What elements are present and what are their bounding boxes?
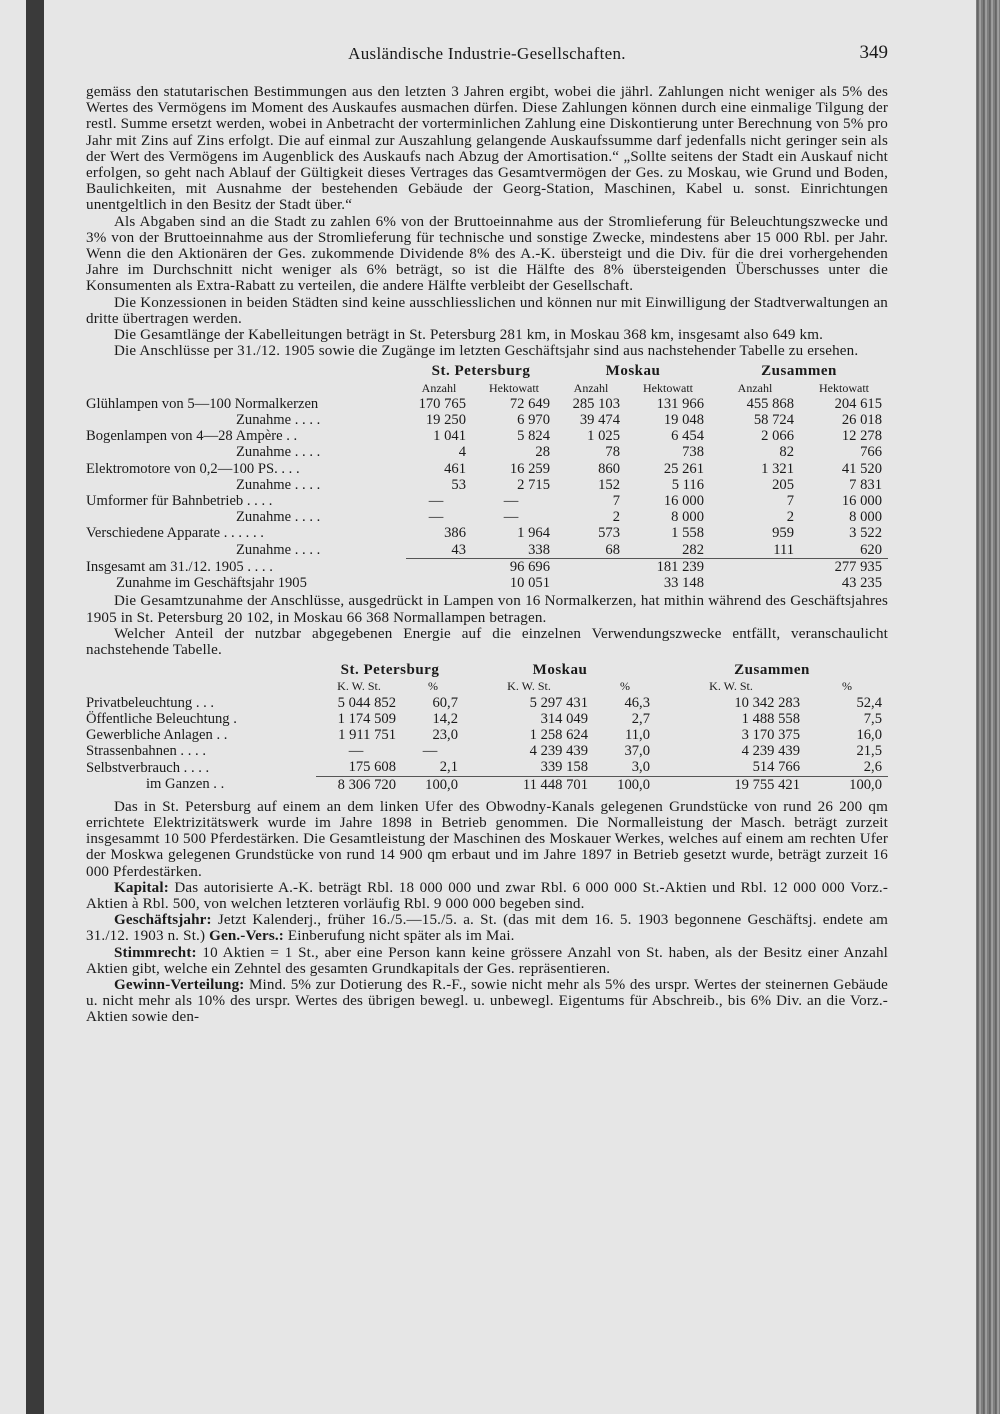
table-cell: 96 696 <box>406 558 556 575</box>
table-cell: 41 520 <box>841 460 882 477</box>
row-label: Verschiedene Apparate . . . . . . <box>86 525 264 542</box>
paragraph: Die Gesamtlänge der Kabelleitungen beträgt in St. Petersburg 281 km, in Moskau 368 km, insgesamt also 649 km. <box>114 327 824 344</box>
table-cell: 11 448 701 <box>464 776 594 793</box>
column-header: Anzahl <box>421 380 457 395</box>
table-cell: 16 259 <box>509 460 550 477</box>
table-cell: 204 615 <box>834 395 882 412</box>
section-lead: Gen.-Vers.: <box>205 928 284 945</box>
table-cell: 6 454 <box>671 428 704 445</box>
table-cell: 2,6 <box>863 759 882 776</box>
table-cell: 3 170 375 <box>741 726 800 743</box>
table-cell: 461 <box>444 460 466 477</box>
row-label: Strassenbahnen . . . . <box>86 743 206 760</box>
table-cell: 33 148 <box>663 575 704 592</box>
table-cell: 19 250 <box>425 412 466 429</box>
column-group-zusammen: Zusammen <box>734 662 810 679</box>
table-cell: 314 049 <box>540 710 588 727</box>
section-lead: Geschäftsjahr: <box>114 912 212 929</box>
row-label: Zunahme . . . . <box>236 476 321 493</box>
section-lead: Stimmrecht: <box>114 944 197 961</box>
table-cell: 277 935 <box>710 558 888 575</box>
table-cell: 21,5 <box>856 743 882 760</box>
table-cell: 19 755 421 <box>656 776 806 793</box>
table-header-row <box>86 662 888 678</box>
table-cell: 181 239 <box>556 558 710 575</box>
column-group-zusammen: Zusammen <box>761 363 837 380</box>
row-label: Zunahme . . . . <box>236 509 321 526</box>
table-cell: 19 048 <box>663 412 704 429</box>
table-cell: 170 765 <box>418 395 466 412</box>
table-row <box>86 759 888 776</box>
row-label: Elektromotore von 0,2—100 PS. . . . <box>86 460 300 477</box>
table-cell: 58 724 <box>753 412 794 429</box>
column-group-moskau: Moskau <box>605 363 661 380</box>
company-details-section <box>86 799 888 1026</box>
table-cell: 72 649 <box>509 395 550 412</box>
table-cell: 1 911 751 <box>338 726 396 743</box>
paragraph <box>86 977 888 1026</box>
section-text: Jetzt Kalenderj., früher 16./5.—15./5. a. St. (das mit dem 16. 5. 1903 begonnene Geschäftsj. endete am 31./12. 1903 n. St.) <box>86 912 888 945</box>
page-edge-shadow <box>976 0 1000 1414</box>
paragraph: Welcher Anteil der nutzbar abgegebenen Energie auf die einzelnen Verwendungszwecke entfällt, veranschaulicht nachstehende Tabelle. <box>86 625 888 658</box>
table-cell: 514 766 <box>752 759 800 776</box>
table-row <box>86 525 888 541</box>
intro-section <box>86 84 888 359</box>
table-cell: 7 <box>612 493 620 510</box>
row-label: Selbstverbrauch . . . . <box>86 759 210 776</box>
table-cell: 53 <box>451 476 466 493</box>
row-label: Öffentliche Beleuchtung . <box>86 710 237 727</box>
table-cell: 175 608 <box>348 759 396 776</box>
table-cell: 1 025 <box>587 428 620 445</box>
table-cell: 28 <box>535 444 550 461</box>
table-cell: 8 000 <box>671 509 704 526</box>
table-header-row <box>86 363 888 379</box>
row-label: Zunahme . . . . <box>236 541 321 558</box>
table-cell: 43 <box>451 541 466 558</box>
paragraph: Die Anschlüsse per 31./12. 1905 sowie die Zugänge im letzten Geschäftsjahr sind aus nachstehender Tabelle zu ersehen. <box>114 343 859 360</box>
table-row <box>86 743 888 759</box>
row-label: Insgesamt am 31./12. 1905 . . . . <box>86 558 273 575</box>
table-cell: 573 <box>598 525 620 542</box>
table-cell: 8 306 720 <box>316 776 402 793</box>
table-cell: 2 <box>786 509 794 526</box>
row-label: Gewerbliche Anlagen . . <box>86 726 228 743</box>
middle-section <box>86 593 888 658</box>
paragraph: Als Abgaben sind an die Stadt zu zahlen 6% von der Bruttoeinnahme aus der Stromlieferung für Beleuchtungszwecke und 3% von der Bruttoeinnahme aus der Stromlieferung für technische und sonstige Zwecke, mindestens aber 15 000 Rbl. per Jahr. Wenn die den Aktionären der Ges. zukommende Dividende 8% des A.-K. übersteigt und die Div. für die drei vorhergehenden Jahre im Durchschnitt nicht weniger als 6% beträgt, so ist die Hälfte des 8% übersteigenden Überschusses unter die Konsumenten als Extra-Rabatt zu verteilen, die andere Hälfte verbleibt der Gesellschaft. <box>86 213 888 295</box>
table-cell: 25 261 <box>663 460 704 477</box>
section-text: Einberufung nicht später als im Mai. <box>283 928 515 945</box>
column-header: Hektowatt <box>643 380 693 395</box>
table-subheader-row <box>86 678 888 694</box>
table-cell: 14,2 <box>432 710 458 727</box>
column-header: K. W. St. <box>709 679 753 694</box>
paragraph <box>86 880 888 912</box>
total-row <box>86 776 888 793</box>
column-header: K. W. St. <box>337 679 381 694</box>
table-cell: 766 <box>860 444 882 461</box>
table-cell: 26 018 <box>841 412 882 429</box>
section-text: Mind. 5% zur Dotierung des R.-F., sowie nicht mehr als 5% des urspr. Wertes der steinernen Gebäude u. nicht mehr als 10% des urspr. Wertes des übrigen bewegl. u. unbewegl. Eigentums für Abschreib., bis 6% Div. an die Vorz.-Aktien sowie den- <box>86 976 888 1026</box>
table-row <box>86 727 888 743</box>
running-title: Ausländische Industrie-Gesellschaften. <box>348 44 626 63</box>
table-cell: 285 103 <box>572 395 620 412</box>
table-cell: 10 342 283 <box>734 694 800 711</box>
table-cell: 2 066 <box>761 428 794 445</box>
table-cell: 5 044 852 <box>337 694 396 711</box>
running-header <box>86 40 888 70</box>
table-cell: 23,0 <box>432 726 458 743</box>
row-label: Privatbeleuchtung . . . <box>86 694 215 711</box>
table-row <box>86 695 888 711</box>
table-cell: 60,7 <box>432 694 458 711</box>
table-cell: 131 966 <box>656 395 704 412</box>
table-cell: 738 <box>682 444 704 461</box>
table-row <box>86 509 888 525</box>
table-body <box>86 396 888 591</box>
paragraph: gemäss den statutarischen Bestimmungen aus den letzten 3 Jahren ergibt, wobei die jährl. Zahlungen nicht weniger als 5% des Wertes des Vermögens im Moment des Auskaufes ausmachen dürfen. Diese Zahlungen können durch eine einmalige Tilgung der restl. Summe ersetzt werden, wobei in Anbetracht der vorterminlichen Zahlung eine Diskontierung unter Berechnung von 5% pro Jahr mit Zins auf Zins erfolgt. Die auf einmal zur Auszahlung gelangende Auskaufssumme darf jedenfalls nicht geringer sein als der Wert des Vermögens im Augenblick des Auskaufs nach Abzug der Amortisation.“ „Sollte seitens der Stadt ein Auskauf nicht erfolgen, so geht nach Ablauf der Gültigkeit dieses Vertrages das Gesamtvermögen der Ges. zu Moskau, wie Grund und Boden, Baulichkeiten, mit Ausnahme der bestehenden Gebäude der Georg-Station, Maschinen, Kabel u. sonst. Einrichtungen unentgeltlich in den Besitz der Stadt über.“ <box>86 84 888 214</box>
row-label: Bogenlampen von 4—28 Ampère . . <box>86 428 298 445</box>
table-cell: 2,1 <box>439 759 458 776</box>
table-cell: 338 <box>528 541 550 558</box>
table-cell: 11,0 <box>625 726 650 743</box>
table-cell: 4 239 439 <box>741 743 800 760</box>
table-cell: 12 278 <box>841 428 882 445</box>
section-text: Das in St. Petersburg auf einem an dem linken Ufer des Obwodny-Kanals gelegenen Grundstücke von rund 26 200 qm errichtete Elektrizitätswerk wurde im Jahre 1898 in Betrieb genommen. Die Normalleistung der Masch. beträgt zurzeit insgesammt 10 500 Pferdestärken. Die Gesamtleistung der Maschinen des Moskauer Werkes, welches auf einem am rechten Ufer der Moskwa gelegenen Grundstücke von rund 14 900 qm erbaut und im Jahre 1897 in Betrieb gesetzt wurde, beträgt zurzeit 16 000 Pferdestärken. <box>86 798 888 880</box>
column-header: % <box>428 679 438 694</box>
table-cell: — <box>428 493 444 510</box>
table-cell: 100,0 <box>806 776 888 793</box>
paragraph <box>86 945 888 977</box>
table-cell: 7 831 <box>849 476 882 493</box>
table-cell: 620 <box>860 541 882 558</box>
table-cell: 2,7 <box>631 710 650 727</box>
table-cell: 5 116 <box>671 476 704 493</box>
page-binding-shadow <box>26 0 44 1414</box>
column-header: Anzahl <box>573 380 609 395</box>
table-cell: 959 <box>772 525 794 542</box>
column-header: Hektowatt <box>819 380 869 395</box>
total-row <box>86 575 888 591</box>
table-cell: — <box>428 509 444 526</box>
table-cell: 82 <box>779 444 794 461</box>
paragraph <box>86 912 888 944</box>
table-cell: 860 <box>598 460 620 477</box>
table-cell: 4 <box>458 444 466 461</box>
table-cell: 3,0 <box>631 759 650 776</box>
page-number: 349 <box>859 42 888 63</box>
column-group-st-petersburg: St. Petersburg <box>340 662 440 679</box>
table-cell: — <box>348 743 364 760</box>
table-body <box>86 695 888 793</box>
paragraph: Die Gesamtzunahme der Anschlüsse, ausgedrückt in Lampen von 16 Normalkerzen, hat mithin während des Geschäftsjahres 1905 in St. Petersburg 20 102, in Moskau 66 368 Normallampen betragen. <box>86 593 888 626</box>
table-cell: — <box>503 509 519 526</box>
table-row <box>86 542 888 559</box>
section-text: 10 Aktien = 1 St., aber eine Person kann keine grössere Anzahl von St. haben, als der Besitz einer Anzahl Aktien gibt, welche ein Zehntel des gesamten Grundkapitals der Ges. repräsentieren. <box>86 944 888 977</box>
row-label: Zunahme . . . . <box>236 444 321 461</box>
row-label: Zunahme im Geschäftsjahr 1905 <box>116 575 307 592</box>
table-cell: 1 041 <box>433 428 466 445</box>
table-cell: 39 474 <box>579 412 620 429</box>
column-group-moskau: Moskau <box>532 662 588 679</box>
column-header: % <box>620 679 630 694</box>
table-cell: 100,0 <box>594 776 656 793</box>
table-cell: 1 488 558 <box>741 710 800 727</box>
document-page <box>86 40 888 1026</box>
table-cell: 5 824 <box>517 428 550 445</box>
table-cell: 16,0 <box>856 726 882 743</box>
table-cell: 100,0 <box>402 776 464 793</box>
table-cell: 8 000 <box>849 509 882 526</box>
table-cell: 16 000 <box>663 493 704 510</box>
paragraph <box>86 799 888 880</box>
table-cell: 7 <box>786 493 794 510</box>
section-lead: Gewinn-Verteilung: <box>114 976 245 993</box>
table-cell: 16 000 <box>841 493 882 510</box>
table-row <box>86 412 888 428</box>
table-row <box>86 493 888 509</box>
table-cell: 46,3 <box>624 694 650 711</box>
table-row <box>86 396 888 412</box>
table-row <box>86 428 888 444</box>
table-row <box>86 461 888 477</box>
row-label: im Ganzen . . <box>146 776 225 793</box>
table-cell: 6 970 <box>517 412 550 429</box>
table-cell: 455 868 <box>746 395 794 412</box>
table-cell: 78 <box>605 444 620 461</box>
section-text: Das autorisierte A.-K. beträgt Rbl. 18 000 000 und zwar Rbl. 6 000 000 St.-Aktien und Rbl. 12 000 000 Vorz.-Aktien à Rbl. 500, von welchen letzteren vorläufig Rbl. 9 000 000 begeben sind. <box>86 879 888 912</box>
table-cell: 43 235 <box>841 575 882 592</box>
table-cell: 386 <box>444 525 466 542</box>
table-row <box>86 477 888 493</box>
table-row <box>86 711 888 727</box>
table-cell: — <box>503 493 519 510</box>
row-label: Umformer für Bahnbetrieb . . . . <box>86 493 273 510</box>
column-group-st-petersburg: St. Petersburg <box>431 363 531 380</box>
table-cell: 7,5 <box>863 710 882 727</box>
total-row <box>86 558 888 575</box>
table-cell: 1 258 624 <box>529 726 588 743</box>
table-cell: 1 321 <box>761 460 794 477</box>
section-lead: Kapital: <box>114 879 169 896</box>
row-label: Zunahme . . . . <box>236 412 321 429</box>
table-cell: 52,4 <box>856 694 882 711</box>
table-subheader-row <box>86 380 888 396</box>
column-header: Anzahl <box>737 380 773 395</box>
table-cell: 10 051 <box>509 575 550 592</box>
row-label: Glühlampen von 5—100 Normalkerzen <box>86 395 319 412</box>
table-cell: 111 <box>773 541 794 558</box>
table-cell: 1 558 <box>671 525 704 542</box>
table-cell: 3 522 <box>849 525 882 542</box>
energy-usage-table <box>86 662 888 793</box>
table-cell: 282 <box>682 541 704 558</box>
table-cell: 4 239 439 <box>529 743 588 760</box>
table-row <box>86 444 888 460</box>
table-cell: 339 158 <box>540 759 588 776</box>
paragraph: Die Konzessionen in beiden Städten sind keine ausschliesslichen und können nur mit Einwilligung der Stadtverwaltungen an dritte übertragen werden. <box>86 294 888 327</box>
table-cell: 5 297 431 <box>529 694 588 711</box>
table-cell: 37,0 <box>624 743 650 760</box>
column-header: K. W. St. <box>507 679 551 694</box>
column-header: Hektowatt <box>489 380 539 395</box>
table-cell: 152 <box>598 476 620 493</box>
table-cell: 2 715 <box>517 476 550 493</box>
table-cell: 2 <box>612 509 620 526</box>
column-header: % <box>842 679 852 694</box>
table-cell: 205 <box>772 476 794 493</box>
table-cell: — <box>422 743 438 760</box>
table-cell: 1 174 509 <box>337 710 396 727</box>
table-cell: 1 964 <box>517 525 550 542</box>
connections-table <box>86 363 888 591</box>
table-cell: 68 <box>605 541 620 558</box>
